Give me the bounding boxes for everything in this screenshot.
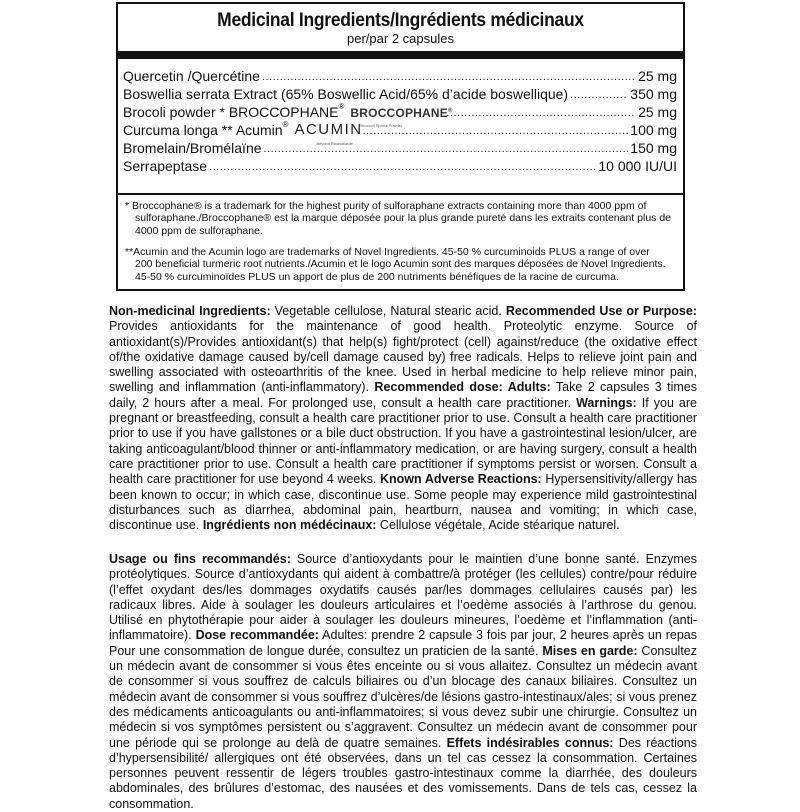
ingredient-amount: 25 mg [638, 68, 677, 84]
nonmed-text: Vegetable cellulose, Natural stearic acid. [270, 304, 506, 318]
ingredient-amount: 25 mg [638, 104, 677, 120]
fr-dose-label: Dose recommandée: [195, 628, 319, 643]
broccophane-logo [350, 101, 453, 128]
warnings-label: Warnings: [576, 395, 637, 410]
fr-dose-text: Adultes: prendre 2 capsule 3 fois par jour, 2 heures après un repas Pour une consommation de longue durée, consultez un praticien de la santé. [109, 628, 697, 658]
leader-dots [209, 159, 596, 175]
ingredient-name-group [123, 119, 363, 146]
fr-warnings-text: Consultez un médecin avant de consommer si vous êtes enceinte ou si vous allaitez. Consultez un médecin avant de consommer si vous souffrez de calculs biliaires ou d’un blocage des canaux biliaires. Consultez un médecin avant de consommer si vous souffrez d’ulcères/de lésions gastro-intestinaux/ales; si vous prenez des médicaments anticoagulants ou anti-inflammatoires; si vous devez subir une chirurgie. Consultez un médecin si vos symptômes persistent ou s’aggravent. Consultez un médecin avant de consommer pour une période qui se prolonge au delà de quatre semaines. [109, 643, 698, 750]
fr-warnings-label: Mises en garde: [542, 643, 638, 658]
ingredient-name: Brocoli powder * BROCCOPHANE [123, 104, 339, 120]
broccophane-footnote [125, 200, 680, 237]
use-label: Recommended Use or Purpose: [505, 304, 698, 318]
ingredient-name: Curcuma longa ** Acumin [123, 122, 283, 138]
leader-dots [262, 69, 636, 85]
acumin-logo-tagline: Beyond Bioavailable [316, 141, 353, 146]
ingredient-name: Boswellia serrata Extract (65% Boswellic Acid/65% d’acide boswellique) [123, 86, 569, 102]
ingredient-name: Quercetin /Quercétine [123, 68, 260, 84]
ingredient-name-group [123, 101, 453, 128]
footnote-line: * Broccophane® is a trademark for the highest purity of sulforaphane extracts containing more than 4000 ppm of [125, 200, 647, 212]
fr-use-label: Usage ou fins recommandés: [109, 552, 291, 566]
fr-adverse-label: Effets indésirables connus: [446, 735, 614, 750]
fr-nonmed-label: Ingrédients non médécinaux: [202, 518, 377, 533]
ingredient-amount: 100 mg [630, 122, 677, 138]
ingredient-amount: 350 mg [630, 86, 677, 102]
fr-adverse-text: Des réactions d’hypersensibilité/ allergiques ont été observées, dans un tel cas cessez la consommation. Certaines personnes peuvent ressentir de légers troubles gastro-intestinaux comme la diarrhée, des douleurs abdominales, des brûlures d’estomac, des nausées et des vomissements. Dans de tels cas, cessez la consommation. [109, 735, 698, 811]
fr-nonmed-text: Cellulose végétale, Acide stéarique naturel. [376, 518, 620, 533]
panel-title: Medicinal Ingredients/Ingrédients médicinaux [217, 10, 584, 31]
ingredient-amount: 150 mg [630, 140, 677, 156]
nonmed-label: Non-medicinal Ingredients: [109, 304, 271, 318]
footnote-line: sulforaphane./Broccophane® est la marque déposée pour la plus grande pureté dans les extraits contenant plus de [135, 212, 672, 225]
acumin-footnote [125, 246, 680, 283]
fr-use-text: Source d’antioxydants pour le maintien d’une bonne santé. Enzymes protéolytiques. Source d’antioxydants qui aident à combattre/à protéger (les cellules) contre/pour réduire (l’effet oxydant des/les dommages oxydatifs causés par/les dommages cellulaires causés par) les radicaux libres. Aide à soulager les douleurs articulaires et l’oedème associés à l’arthrose du genou. Utilisé en phytothérapie pour aider à soulager les douleurs mineures, l’oedème et l’inflammation (anti-inflammatoire). [109, 552, 697, 643]
adverse-text: Hypersensitivity/allergy has been known to occur; in which case, discontinue use. Some people may experience mild gastrointestinal disturbances such as diarrhea, abdominal pain, heartburn, nausea and vomiting; in which case, discontinue use. [109, 472, 697, 533]
broccophane-logo-tagline: Broccoli Sprout Powder [360, 123, 403, 128]
use-text: Provides antioxidants for the maintenance of good health. Proteolytic enzyme. Source of antioxidant(s)/Provides antioxidant(s) that help(s) fight/protect (cell) against/reduce (the oxidative effect of/the oxidative damage caused by/cell damage caused by) free radicals. Helps to relieve joint pain and swelling associated with osteoarthritis of the knee. Used in herbal medicine to help relieve minor pain, swelling and inflammation (anti-inflammatory). [109, 319, 697, 395]
english-section [109, 304, 697, 533]
dose-text: Take 2 capsules 3 times daily, 2 hours after a meal. For prolonged use, consult a health care practitioner. [109, 380, 697, 410]
french-section [109, 552, 697, 812]
dose-label: Recommended dose: Adults: [374, 380, 551, 395]
thick-divider [118, 51, 683, 59]
warnings-text: If you are pregnant or breastfeeding, consult a health care practitioner prior to use. Consult a health care practitioner prior to use if you have gallstones or a bile duct obstruction. If you have a gastrointestinal lesion/ulcer, are taking anticoagulant/blood thinner or anti-inflammatory medication, or are having surgery, consult a health care practitioner prior to use. Consult a health care practitioner if symptoms persist or worsen. Consult a health care practitioner for use beyond 4 weeks. [109, 395, 697, 487]
registered-mark: ® [282, 120, 289, 129]
thin-divider [118, 193, 683, 195]
footnote-line: 4000 ppm de sulforaphane. [135, 224, 263, 237]
ingredient-row [118, 120, 683, 146]
ingredient-name: Serrapeptase [123, 158, 208, 174]
medicinal-ingredients-panel [116, 2, 685, 291]
leader-dots [362, 123, 628, 139]
panel-subtitle: per/par 2 capsules [347, 31, 454, 46]
adverse-label: Known Adverse Reactions: [379, 472, 542, 487]
broccophane-logo-word: BROCCOPHANE® [350, 106, 453, 120]
ingredient-row [118, 139, 683, 157]
acumin-logo [294, 119, 363, 146]
ingredient-row [118, 157, 683, 175]
leader-dots [264, 141, 629, 157]
ingredient-name: Bromelain/Bromélaïne [123, 140, 262, 156]
ingredient-row [118, 67, 683, 85]
footnote-line: 45-50 % curcuminoïdes PLUS un apport de plus de 200 nutriments bénéfiques de la racine de curcuma. [135, 270, 619, 283]
ingredient-amount: 10 000 IU/UI [598, 158, 677, 174]
acumin-logo-word: ACUMIN [294, 121, 363, 138]
leader-dots [570, 87, 628, 103]
footnote-line: **Acumin and the Acumin logo are trademarks of Novel Ingredients. 45-50 % curcuminoids PLUS a range of over [125, 246, 650, 258]
registered-mark: ® [338, 102, 345, 111]
footnote-line: 200 beneficial turmeric root nutrients./Acumin et le logo Acumin sont des marques déposées de Novel Ingredients. [135, 258, 666, 271]
leader-dots [446, 105, 636, 121]
